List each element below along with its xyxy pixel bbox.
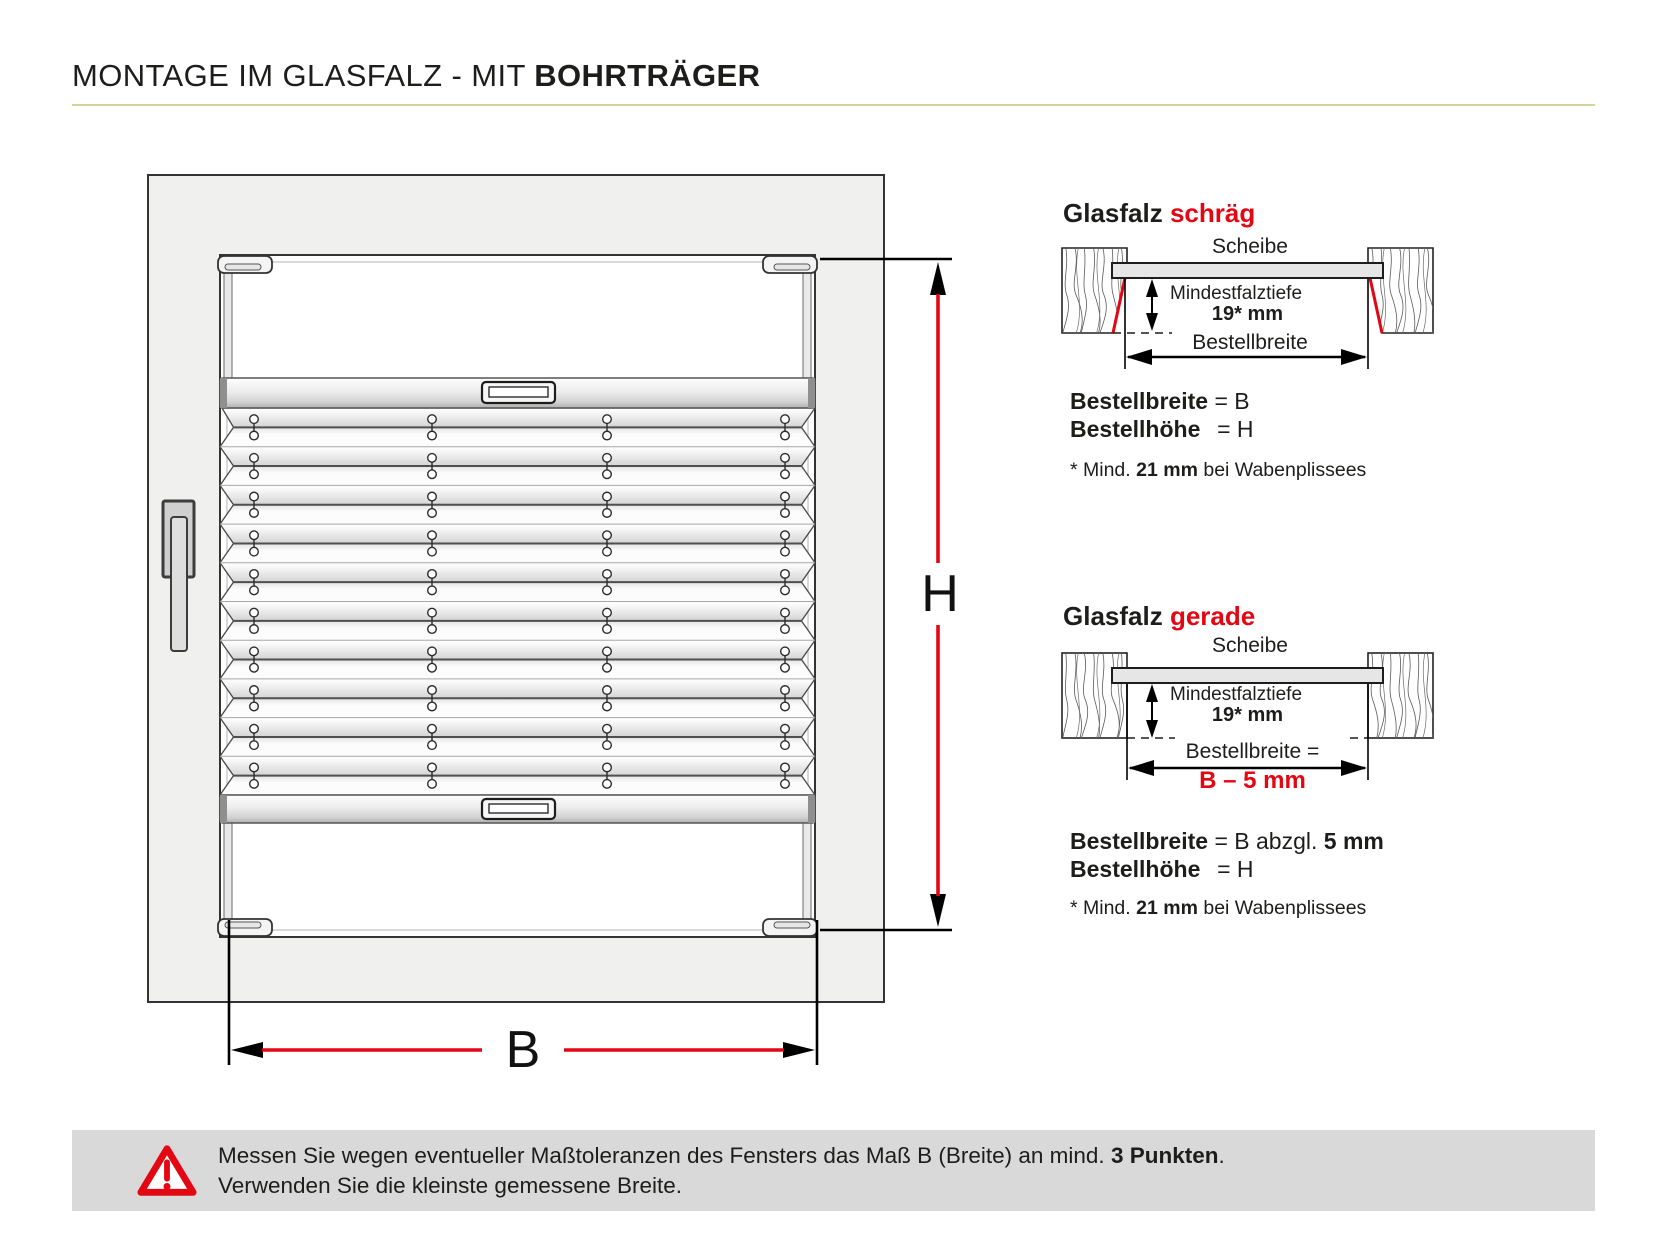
pleated-fabric (218, 408, 817, 795)
order-width-value-red: B – 5 mm (1199, 767, 1306, 794)
top-rail (220, 378, 815, 408)
warning-line-2: Verwenden Sie die kleinste gemessene Breite. (218, 1173, 683, 1198)
warning-banner (72, 1130, 1595, 1211)
footnote-schraeg: * Mind. 21 mm bei Wabenplissees (1070, 459, 1367, 481)
width-dimension-label: B (488, 1019, 558, 1081)
depth-arrow (1146, 684, 1158, 738)
section-heading-schraeg: Glasfalz schräg (1063, 198, 1256, 228)
order-height-line-gerade: Bestellhöhe = H (1070, 856, 1254, 882)
page-title-bold: BOHRTRÄGER (534, 58, 761, 93)
title-underline (72, 104, 1595, 106)
order-width-label-schraeg: Bestellbreite (1192, 331, 1308, 354)
glass-pane (1112, 668, 1383, 683)
window-diagram (130, 170, 970, 1070)
glass-pane (1112, 263, 1383, 278)
page-title (72, 58, 760, 94)
pane-label-schraeg: Scheibe (1212, 235, 1288, 258)
depth-arrow (1146, 279, 1158, 331)
footnote-gerade: * Mind. 21 mm bei Wabenplissees (1070, 897, 1367, 919)
order-width-label-gerade: Bestellbreite = (1185, 740, 1320, 763)
section-heading-gerade: Glasfalz gerade (1063, 601, 1256, 631)
warning-text (218, 1141, 1225, 1201)
order-width-line-gerade: Bestellbreite = B abzgl. 5 mm (1070, 828, 1384, 854)
warning-triangle-icon (136, 1142, 198, 1200)
page-title-regular: MONTAGE IM GLASFALZ - MIT (72, 58, 526, 93)
pane-label-gerade: Scheibe (1212, 634, 1288, 657)
window-illustration (130, 170, 970, 1070)
warning-line-1: Messen Sie wegen eventueller Maßtoleranzen des Fensters das Maß B (Breite) an mind. 3 Punkten. (218, 1143, 1225, 1168)
bottom-rail (220, 795, 815, 823)
height-dimension-label: H (903, 563, 977, 625)
order-width-line-schraeg: Bestellbreite = B (1070, 388, 1250, 414)
depth-label-schraeg: Mindestfalztiefe (1170, 283, 1303, 304)
depth-value-gerade: 19* mm (1211, 704, 1284, 726)
depth-value-schraeg: 19* mm (1211, 303, 1284, 325)
order-height-line-schraeg: Bestellhöhe = H (1070, 416, 1254, 442)
depth-label-gerade: Mindestfalztiefe (1170, 684, 1303, 705)
